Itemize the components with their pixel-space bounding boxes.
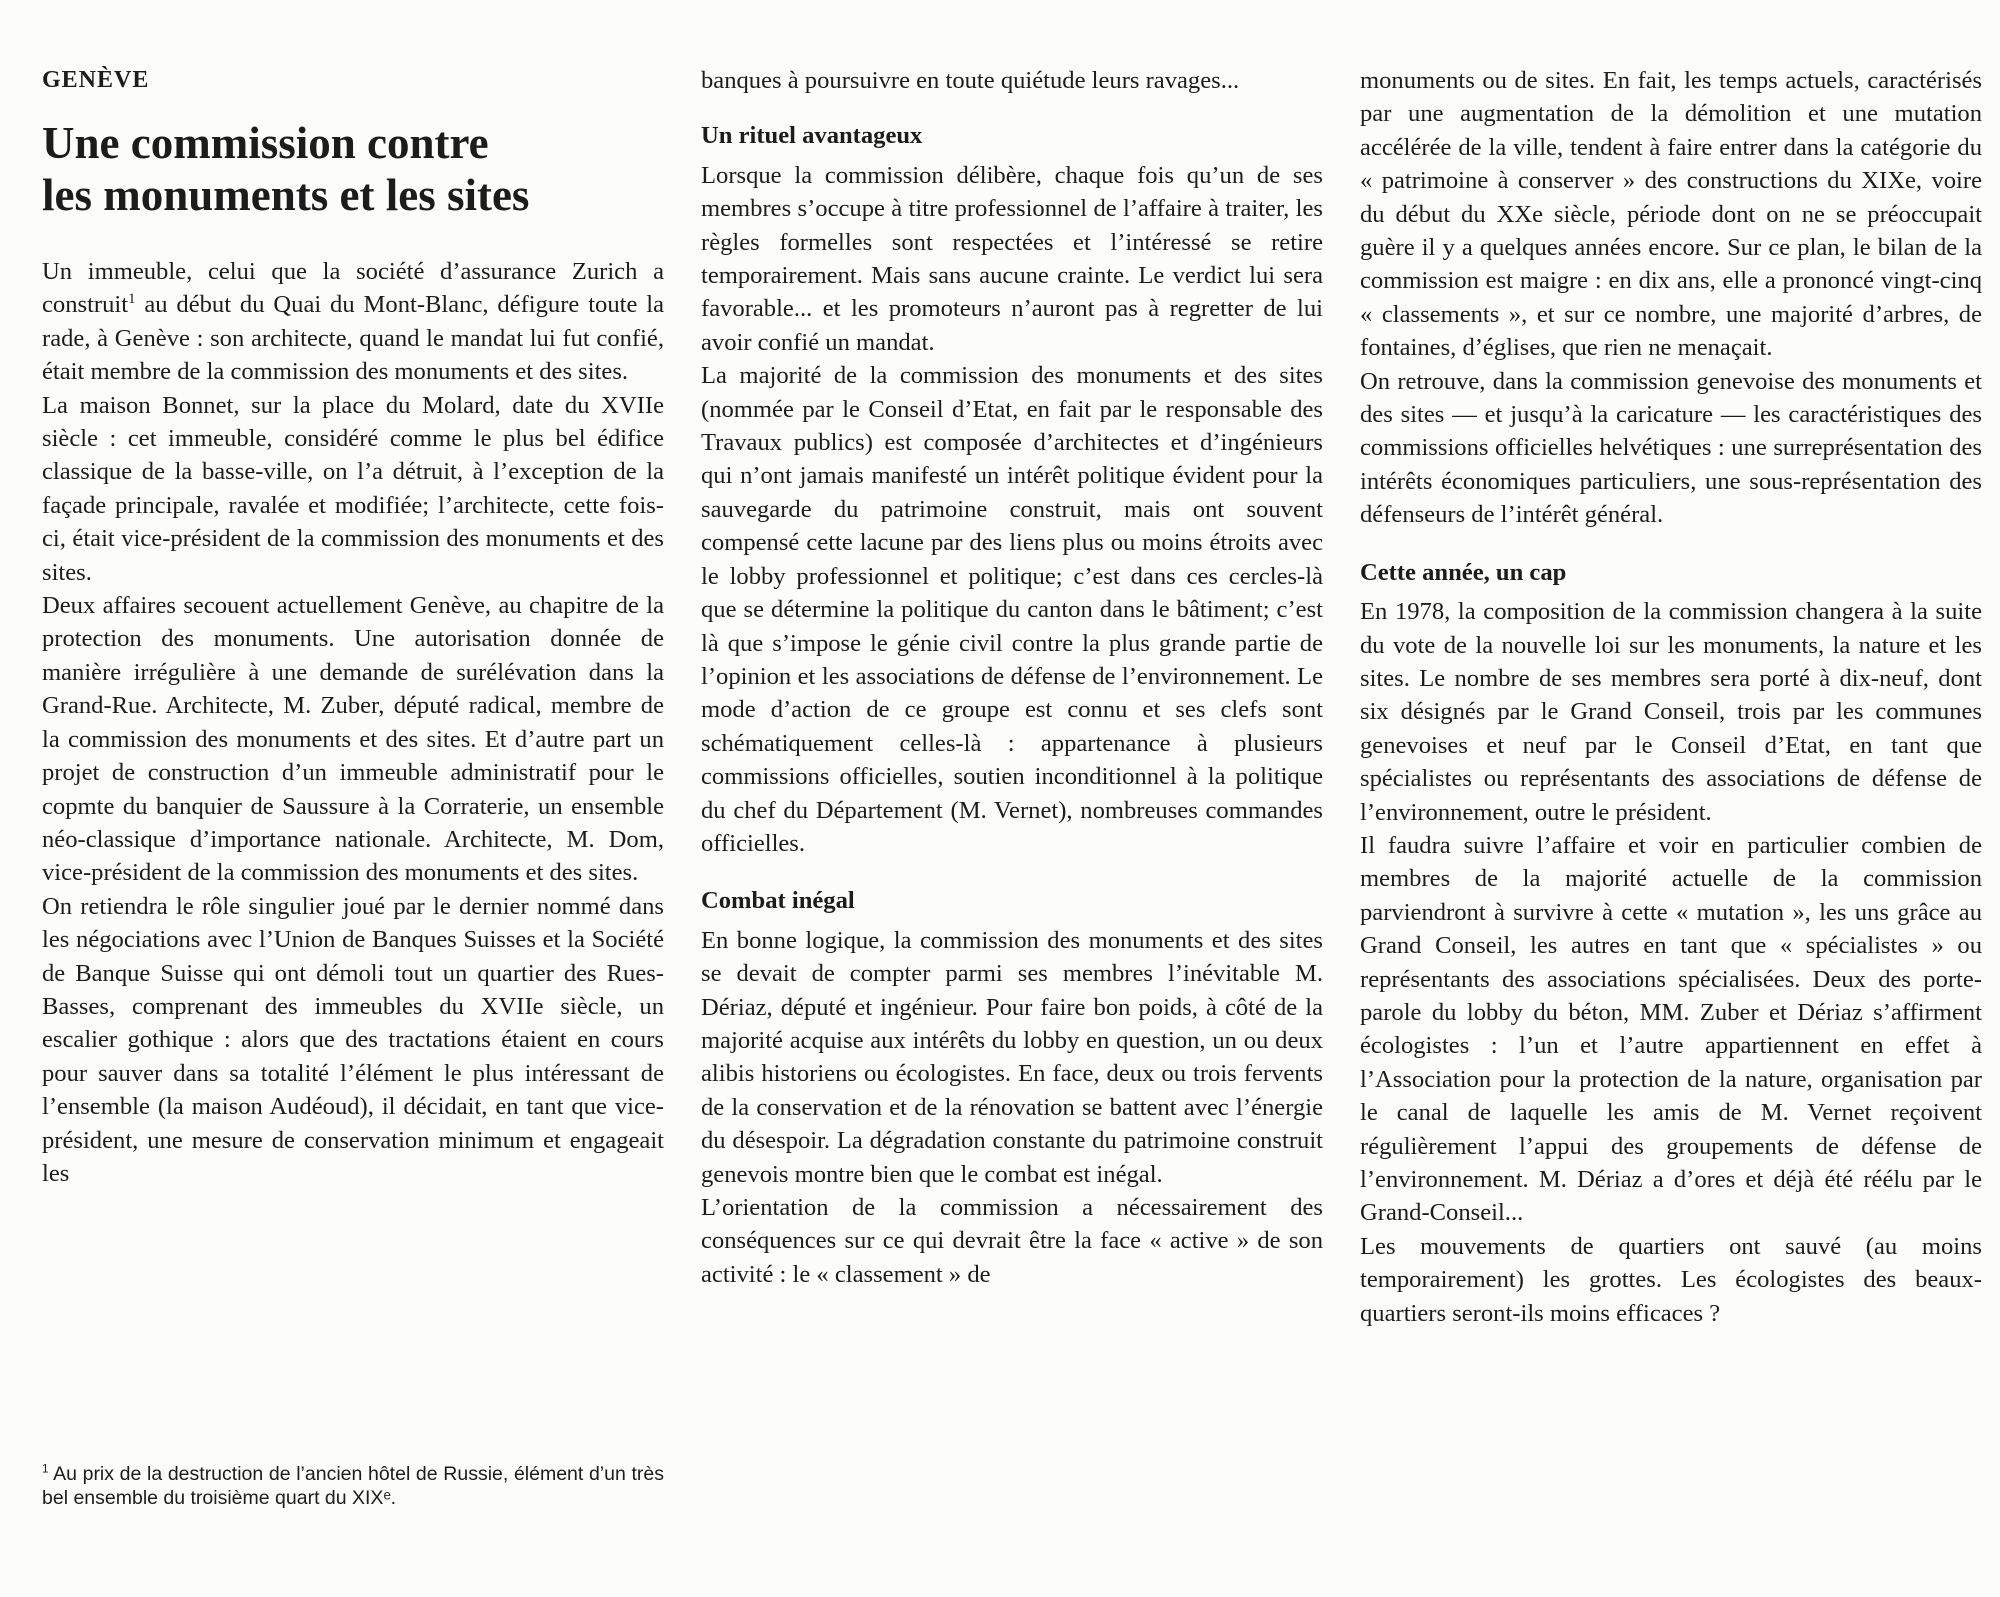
paragraph: En bonne logique, la commission des monuments et des sites se devait de compter parmi ses membres l’inévitable M. Dériaz, député et ingénieur. Pour faire bon poids, à côté de la majorité acquise aux intérêts du lobby en question, un ou deux alibis historiens ou écologistes. En face, deux ou trois fervents de la conservation et de la rénovation se battent avec l’énergie du désespoir. La dégradation constante du patrimoine construit genevois montre bien que le combat est inégal. bbox=[701, 926, 1323, 1188]
paragraph: On retiendra le rôle singulier joué par le dernier nommé dans les négociations avec l’Union de Banques Suisses et la Société de Banque Suisse qui ont démoli tout un quartier des Rues-Basses, comprenant des immeubles du XVIIe siècle, un escalier gothique : alors que des tractations étaient en cours pour sauver dans sa totalité l’élément le plus intéressant de l’ensemble (la maison Audéoud), il décidait, en tant que vice-président, une mesure de conservation minimum et engageait les bbox=[42, 892, 664, 1187]
article-column-1 bbox=[42, 64, 664, 1190]
article-column-3 bbox=[1360, 64, 1982, 1330]
paragraph: En 1978, la composition de la commission changera à la suite du vote de la nouvelle loi sur les monuments, la nature et les sites. Le nombre de ses membres sera porté à dix-neuf, dont six désignés par le Grand Conseil, trois par les communes genevoises et neuf par le Conseil d’Etat, en tant que spécialistes ou représentants des associations de défense de l’environnement, outre le président. bbox=[1360, 598, 1982, 826]
paragraph: L’orientation de la commission a nécessairement des conséquences sur ce qui devrait être la face « active » de son activité : le « classement » de bbox=[701, 1194, 1323, 1288]
paragraph-text: au début du Quai du Mont-Blanc, défigure toute la rade, à Genève : son architecte, quand le mandat lui fut confié, était membre de la commission des monuments et des sites. bbox=[42, 291, 664, 386]
paragraph: Il faudra suivre l’affaire et voir en particulier combien de membres de la majorité actuelle de la commission parviendront à survivre à cette « mutation », les uns grâce au Grand Conseil, les autres en tant que « spécialistes » ou représentants des associations spécialisées. Deux des porte-parole du lobby du béton, MM. Zuber et Dériaz s’affirment écologistes : l’un et l’autre appartiennent en effet à l’Association pour la protection de la nature, organisation par le canal de laquelle les amis de M. Vernet reçoivent régulièrement l’appui des groupements de défense de l’environnement. M. Dériaz a d’ores et déjà été réélu par le Grand-Conseil... bbox=[1360, 831, 1982, 1227]
article-headline bbox=[42, 117, 664, 221]
footnote bbox=[42, 1462, 664, 1510]
footnote-reference: 1 bbox=[128, 291, 136, 308]
paragraph: La maison Bonnet, sur la place du Molard, date du XVIIe siècle : cet immeuble, considéré comme le plus bel édifice classique de la basse-ville, on l’a détruit, à l’exception de la façade principale, ravalée et modifiée; l’architecte, cette fois-ci, était vice-président de la commission des monuments et des sites. bbox=[42, 391, 664, 586]
headline-line-1: Une commission contre bbox=[42, 118, 489, 168]
footnote-mark: 1 bbox=[42, 1462, 49, 1476]
section-label: GENÈVE bbox=[42, 67, 150, 93]
paragraph: Deux affaires secouent actuellement Genève, au chapitre de la protection des monuments. Une autorisation donnée de manière irrégulière à une demande de surélévation dans la Grand-Rue. Architecte, M. Zuber, député radical, membre de la commission des monuments et des sites. Et d’autre part un projet de construction d’un immeuble administratif pour le copmte du banquier de Saussure à la Corraterie, un ensemble néo-classique d’importance nationale. Architecte, M. Dom, vice-président de la commission des monuments et des sites. bbox=[42, 592, 664, 887]
paragraph bbox=[42, 255, 664, 389]
subheading: Un rituel avantageux bbox=[701, 122, 923, 150]
paragraph: La majorité de la commission des monuments et des sites (nommée par le Conseil d’Etat, en fait par le responsable des Travaux publics) est composée d’architectes et d’ingénieurs qui n’ont jamais manifesté un intérêt politique évident pour la sauvegarde du patrimoine construit, mais ont souvent compensé cette lacune par des liens plus ou moins étroits avec le lobby professionnel et politique; c’est dans ces cercles-là que se détermine la politique du canton dans le bâtiment; c’est là que s’impose le génie civil contre la plus grande partie de l’opinion et les associations de défense de l’environnement. Le mode d’action de ce groupe est connu et ses clefs sont schématiquement celles-là : appartenance à plusieurs commissions officielles, soutien inconditionnel à la politique du chef du Département (M. Vernet), nombreuses commandes officielles. bbox=[701, 362, 1323, 857]
subheading: Combat inégal bbox=[701, 887, 855, 915]
paragraph: banques à poursuivre en toute quiétude leurs ravages... bbox=[701, 67, 1240, 94]
paragraph: Les mouvements de quartiers ont sauvé (au moins temporairement) les grottes. Les écologistes des beaux-quartiers seront-ils moins efficaces ? bbox=[1360, 1232, 1982, 1327]
paragraph: monuments ou de sites. En fait, les temps actuels, caractérisés par une augmentation de la démolition et une mutation accélérée de la ville, tendent à faire entrer dans la catégorie du « patrimoine à conserver » des constructions du XIXe, voire du début du XXe siècle, période dont on ne se préoccupait guère il y a quelques années encore. Sur ce plan, le bilan de la commission est maigre : en dix ans, elle a prononcé vingt-cinq « classements », et sur ce nombre, une majorité d’arbres, de fontaines, d’églises, que rien ne menaçait. bbox=[1360, 67, 1982, 362]
footnote-text: Au prix de la destruction de l’ancien hôtel de Russie, élément d’un très bel ensemble du troisième quart du XIXᵉ. bbox=[42, 1463, 664, 1509]
headline-line-2: les monuments et les sites bbox=[42, 170, 530, 220]
paragraph-text: Un immeuble, celui que la société d’assurance Zurich a construit bbox=[42, 258, 664, 319]
paragraph: Lorsque la commission délibère, chaque fois qu’un de ses membres s’occupe à titre professionnel de l’affaire à traiter, les règles formelles sont respectées et l’intéressé se retire temporairement. Mais sans aucune crainte. Le verdict lui sera favorable... et les promoteurs n’auront pas à regretter de lui avoir confié un mandat. bbox=[701, 161, 1323, 356]
subheading: Cette année, un cap bbox=[1360, 558, 1567, 586]
paragraph: On retrouve, dans la commission genevoise des monuments et des sites — et jusqu’à la caricature — les caractéristiques des commissions officielles helvétiques : une surreprésentation des intérêts économiques particuliers, une sous-représentation des défenseurs de l’intérêt général. bbox=[1360, 367, 1982, 529]
article-column-2 bbox=[701, 64, 1323, 1291]
